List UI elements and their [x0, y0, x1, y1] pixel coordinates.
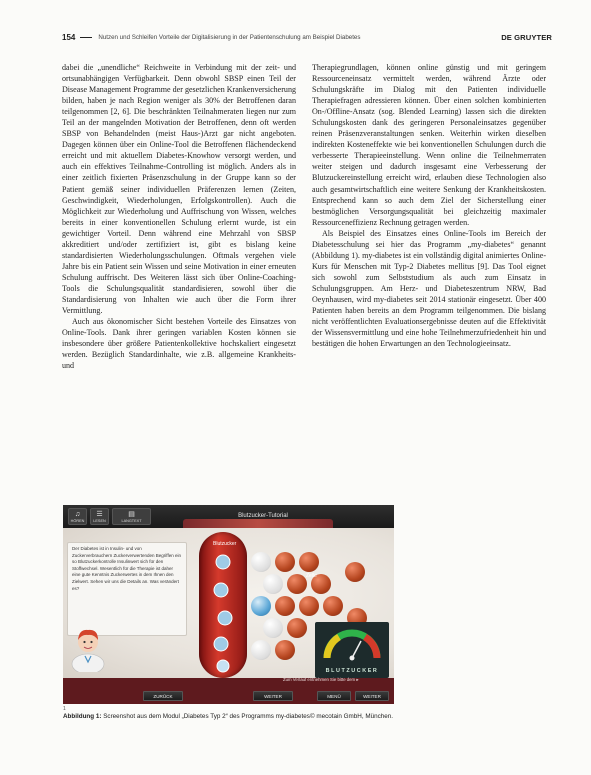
- menu-label: MENÜ: [327, 693, 341, 699]
- cell-ball: [263, 618, 283, 638]
- title-tab: [183, 519, 333, 528]
- figure-marker: 1: [63, 706, 66, 712]
- cell-ball: [275, 596, 295, 616]
- left-column: [62, 62, 296, 371]
- document-icon: ▤: [128, 511, 135, 518]
- cell-ball: [251, 552, 271, 572]
- next-button[interactable]: [253, 691, 293, 701]
- listen-button[interactable]: [68, 508, 87, 525]
- cell-ball: [287, 618, 307, 638]
- listen-label: HÖREN: [70, 519, 85, 523]
- cell-ball: [299, 596, 319, 616]
- gauge-label: BLUTZUCKER: [325, 668, 379, 674]
- caption-text: Screenshot aus dem Modul „Diabetes Typ 2“ des Programms my-diabetes© mecotain GmbH, München.: [103, 713, 393, 720]
- right-column: [312, 62, 546, 349]
- book-icon: ☰: [96, 511, 103, 518]
- figure-screenshot: [63, 505, 394, 704]
- navigation-hint: Zum Verlauf entnehmen Sie bitte dem ▸: [283, 677, 359, 682]
- read-button[interactable]: [90, 508, 109, 525]
- speaker-icon: ♫: [74, 511, 81, 518]
- gauge-dial-icon: [315, 622, 389, 664]
- info-textbox: [67, 542, 187, 636]
- publisher-name: DE GRUYTER: [501, 32, 552, 42]
- menu-button[interactable]: [317, 691, 351, 701]
- glucose-gauge: [315, 622, 389, 678]
- back-button[interactable]: [143, 691, 183, 701]
- cell-label: Zelle: [306, 573, 317, 579]
- header-dash: [80, 37, 92, 38]
- next-label: WEITER: [264, 693, 282, 699]
- cell-ball: [275, 640, 295, 660]
- cell-ball: [263, 574, 283, 594]
- cell-ball: [251, 640, 271, 660]
- running-header: [62, 30, 552, 44]
- glucose-particles: [199, 532, 247, 678]
- read-label: LESEN: [93, 519, 106, 523]
- info-text: Der Diabetes ist in Insulin- und von Zuckerverbrauchern Zuckerverwertenden Begriffen ein so Blutzuckerkontrolle Insulinwert sich für den Stoffwechsel. Wesentlich für die Therapie ist daher eine gute Kenntnis Zuckerwertes in dem Ihnen den Zielwert. Sehen wir uns die Details an. Was verändert es?: [72, 546, 181, 591]
- cell-ball: [275, 552, 295, 572]
- forward-button[interactable]: [355, 691, 389, 701]
- back-label: ZURÜCK: [153, 693, 173, 699]
- long-text-label: LANGTEXT: [121, 519, 142, 523]
- figure-toolbar: [63, 505, 394, 528]
- right-paragraph-2: Als Beispiel des Einsatzes eines Online-Tools im Bereich der Diabetesschulung sei hier das Programm „my-diabetes“ genannt (Abbildung 1). my-diabetes ist ein vollständig digital animiertes Online-Kurs für Menschen mit Typ-2 Diabetes mellitus [9]. Das Tool eignet sich sowohl zum Selbststudium als auch zum Einsatz in Schulungsgruppen. Am Herz- und Diabeteszentrum NRW, Bad Oeynhausen, wird my-diabetes seit 2014 stationär eingesetzt. Über 400 Patienten haben bereits an dem Programm teilgenommen. Die bislang nicht veröffentlichten Evaluationsergebnisse deuten auf die Effektivität der Wissensvermittlung und eine hohe Teilnehmerzufriedenheit hin und bestätigen die hohen Erwartungen an den Technologieeinsatz.: [312, 228, 546, 349]
- left-paragraph-1: dabei die „unendliche“ Reichweite in Verbindung mit der zeit- und ortsunabhängigen Verfügbarkeit. Denn obwohl SBSP einen Teil der Disease Management Programme der gesetzlichen Krankenversicherung bilden, haben je nach Region weniger als 30% der Betroffenen daran teilgenommen [2, 6]. Die beschränkten Teilnahmeraten liegen nur zum Teil an der mangelnden Motivation der Betroffenen, denn oft werden SBSP von Behandelnden (meist Haus-)Arzt gar nicht angeboten. Dagegen können über ein Online-Tool die Betroffenen flächendeckend erreicht und mit aktuellem Diabetes-Knowhow versorgt werden, und auch ein effektives Teilnahme-Controlling ist möglich. Anders als in einer zeitlich fixierten Präsenzschulung in der Gruppe kann so der Patient gemäß seiner individuellen Präferenzen lernen (Zeiten, Geschwindigkeit, Wiederholungen, Erfolgskontrollen). Auch die Möglichkeit zur Wiederholung und Auffrischung von Wissen, welches bereits in einer konventionellen Schulung erlernt wurde, ist ein gewichtiger Vorteil. Denn während eine Mehrzahl von SBSP akkreditiert und/oder zertifiziert ist, gibt es bislang keine standardisierten Wiederholungsschulungen. Oftmals vergehen viele Jahre bis ein Patient sein Wissen und seine Motivation in einer erneuten Schulung auffrischt. Des Weiteren lässt sich über Online-Coaching-Tools die Schulungsqualität standardisieren, sowohl über die Standardisierung von Inhalten wie auch über die Form ihrer Vermittlung.: [62, 63, 296, 316]
- page-number: 154: [62, 32, 76, 42]
- running-title: Nutzen und Schleifen Vorteile der Digitalisierung in der Patientenschulung am Beispiel Diabetes: [98, 33, 361, 41]
- figure-caption: [63, 713, 533, 720]
- right-paragraph-1: Therapiegrundlagen, können online günstig und mit geringem Ressourceneinsatz vermittelt werden, während Ärzte oder Schulungskräfte im Dialog mit den Patienten individuelle Therapiefragen adressieren können. Über einen solchen kombinierten On-/Offline-Ansatz (sog. Blended Learning) lassen sich die direkten Schulungskosten dank des geringeren Personaleinsatzes gegenüber reinen Präsenzveranstaltungen senken. Weiterhin wirken dieselben indirekten Kosteneffekte wie bei konventionellen Schulungen durch die verbesserte Therapieeinstellung. Wenn online die Teilnehmerraten weiter steigen und dadurch insgesamt eine Verbesserung der Blutzuckereinstellung erreicht wird, erlauben diese Technologien also auch gesamtwirtschaftlich eine weitere Senkung der Krankheitskosten. Entsprechend kann so auch dem Ziel der Sicherstellung einer bestmöglichen Versorgungsqualität bei gleichzeitig maximaler Ressourceneffizienz Rechnung getragen werden.: [312, 63, 546, 227]
- glucose-ball: [251, 596, 271, 616]
- forward-label: WEITER: [363, 693, 381, 699]
- cell-ball: [323, 596, 343, 616]
- cell-ball: [287, 574, 307, 594]
- doctor-avatar-icon: [69, 624, 107, 672]
- long-text-button[interactable]: [112, 508, 151, 525]
- cell-ball: [345, 562, 365, 582]
- module-title: Blutzucker-Tutorial: [238, 513, 288, 519]
- animation-stage: [63, 528, 394, 678]
- left-paragraph-2: Auch aus ökonomischer Sicht bestehen Vorteile des Einsatzes von Online-Tools. Dank ihrer geringen variablen Kosten können sie insbesondere über größere Patientenkollektive hochskaliert eingesetzt werden. Bezüglich Standardinhalte, wie z.B. allgemeine Krankheits- und: [62, 317, 296, 371]
- cell-ball: [299, 552, 319, 572]
- caption-label: Abbildung 1:: [63, 713, 102, 720]
- tube-label: Blutzucker: [213, 541, 237, 547]
